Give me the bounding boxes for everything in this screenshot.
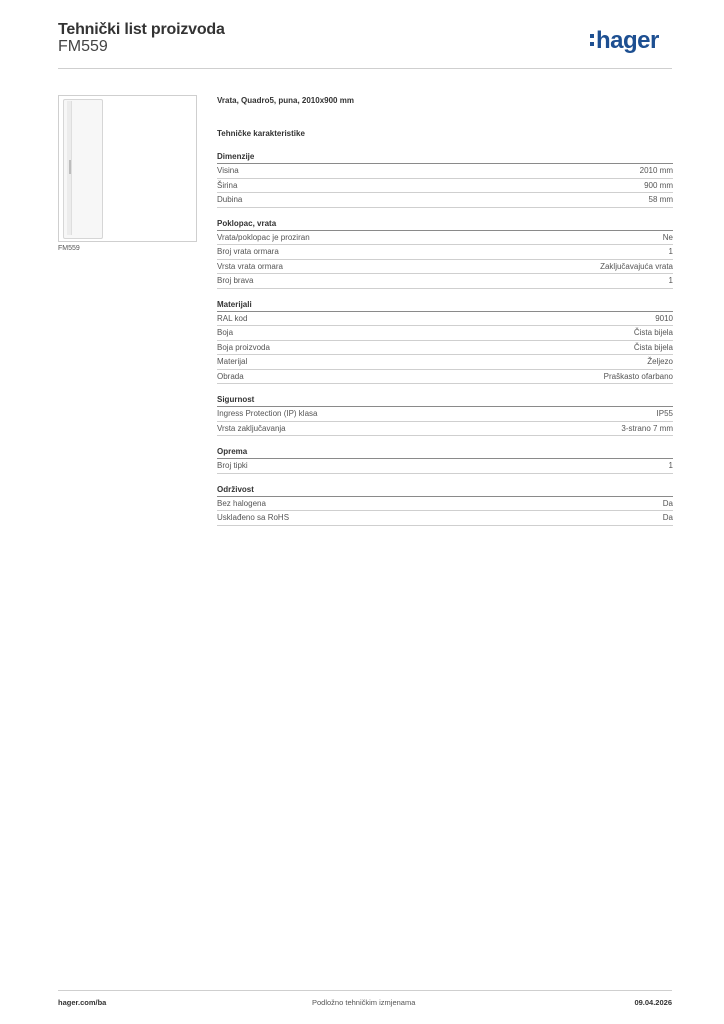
product-title: Vrata, Quadro5, puna, 2010x900 mm (217, 96, 354, 105)
section-heading: Dimenzije (217, 152, 673, 164)
spec-label: Bez halogena (217, 498, 266, 508)
spec-label: Vrsta zaključavanja (217, 423, 286, 433)
footer-divider (58, 990, 672, 991)
spec-label: Širina (217, 180, 238, 190)
spec-value: 1 (668, 247, 673, 256)
spec-value: Čista bijela (633, 342, 673, 352)
spec-row (217, 179, 673, 194)
section-heading: Sigurnost (217, 395, 673, 407)
spec-content (217, 96, 673, 526)
spec-label: Materijal (217, 357, 248, 366)
spec-label: RAL kod (217, 313, 248, 323)
image-caption: FM559 (58, 245, 80, 252)
spec-value: Da (662, 498, 673, 508)
door-latch (69, 160, 71, 174)
spec-row (217, 422, 673, 437)
spec-row (217, 245, 673, 260)
door-illustration (63, 99, 103, 239)
spec-label: Broj tipki (217, 461, 248, 470)
spec-section (217, 395, 673, 436)
footer-note: Podložno tehničkim izmjenama (312, 998, 416, 1007)
spec-label: Obrada (217, 371, 244, 381)
spec-row (217, 193, 673, 208)
logo-colon-mark (590, 34, 594, 46)
spec-row (217, 164, 673, 179)
spec-value: 1 (668, 276, 673, 285)
spec-row (217, 312, 673, 327)
spec-value: Praškasto ofarbano (603, 371, 673, 381)
spec-row (217, 231, 673, 246)
spec-label: Boja (217, 328, 234, 337)
spec-row (217, 355, 673, 370)
spec-row (217, 326, 673, 341)
logo-text: hager (596, 27, 659, 54)
spec-row (217, 497, 673, 512)
section-heading: Materijali (217, 300, 673, 312)
section-heading: Održivost (217, 485, 673, 497)
spec-value: Ne (662, 232, 673, 242)
spec-value: 9010 (655, 313, 673, 323)
spec-value: Zaključavajuća vrata (600, 261, 673, 271)
product-image (58, 95, 197, 242)
spec-value: Da (662, 513, 673, 522)
spec-label: Boja proizvoda (217, 342, 270, 352)
spec-label: Broj vrata ormara (217, 247, 279, 256)
spec-row (217, 274, 673, 289)
spec-row (217, 459, 673, 474)
spec-label: Usklađeno sa RoHS (217, 513, 290, 522)
spec-label: Dubina (217, 195, 243, 204)
spec-row (217, 370, 673, 385)
spec-row (217, 511, 673, 526)
spec-label: Broj brava (217, 276, 254, 285)
spec-section (217, 447, 673, 474)
section-heading: Oprema (217, 447, 673, 459)
spec-value: Željezo (647, 357, 673, 366)
footer-website: hager.com/ba (58, 998, 107, 1007)
spec-row (217, 407, 673, 422)
spec-value: 1 (668, 461, 673, 470)
header-divider (58, 68, 672, 69)
spec-value: 900 mm (644, 180, 673, 190)
footer-date: 09.04.2026 (634, 998, 672, 1007)
spec-label: Ingress Protection (IP) klasa (217, 409, 318, 418)
spec-section (217, 300, 673, 385)
spec-value: 2010 mm (639, 166, 673, 175)
spec-value: 3-strano 7 mm (621, 423, 673, 433)
spec-value: Čista bijela (633, 328, 673, 337)
spec-row (217, 260, 673, 275)
spec-sections (217, 152, 673, 526)
hager-logo (590, 27, 659, 55)
tech-characteristics-heading: Tehničke karakteristike (217, 129, 305, 138)
document-title: Tehnički list proizvoda (58, 21, 225, 38)
section-heading: Poklopac, vrata (217, 219, 673, 231)
spec-value: IP55 (656, 409, 673, 418)
product-code: FM559 (58, 38, 108, 55)
spec-label: Visina (217, 166, 239, 175)
spec-section (217, 152, 673, 208)
spec-row (217, 341, 673, 356)
spec-value: 58 mm (648, 195, 673, 204)
spec-section (217, 219, 673, 289)
spec-label: Vrsta vrata ormara (217, 261, 283, 271)
spec-label: Vrata/poklopac je proziran (217, 232, 310, 242)
spec-section (217, 485, 673, 526)
